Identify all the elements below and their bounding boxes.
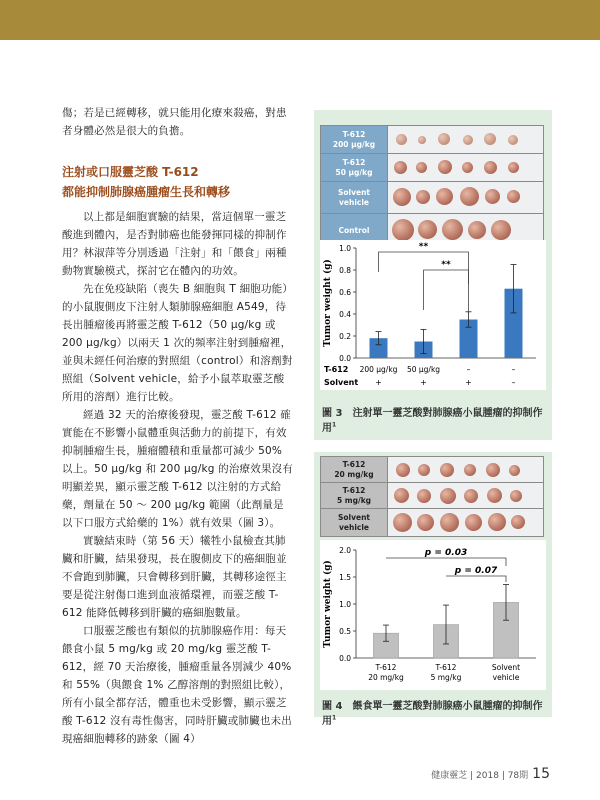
fig4-tumor-row (388, 509, 544, 537)
fig3-row-label: Control (321, 214, 388, 248)
y-tick-label: 2.0 (339, 546, 351, 555)
fig3-tumor-row (388, 126, 544, 154)
fig3-tumor-row (388, 182, 544, 214)
fig4-row-label: T-612 5 mg/kg (321, 483, 388, 509)
y-tick-label: 0.0 (339, 654, 351, 663)
y-tick-label: 1.0 (339, 600, 351, 609)
paragraph: 先在免疫缺陷（喪失 B 細胞與 T 細胞功能）的小鼠腹側皮下注射人類肺腺癌細胞 A549，待長出腫瘤後再將靈芝酸 T-612（50 μg/kg 或 200 μg/kg）以兩天 1 次的頻率注射到腫瘤裡，並與未經任何治療的對照組（control）和溶劑對照組（Solvent vehicle，給予小鼠萃取靈芝酸所用的溶劑）進行比較。 (62, 283, 294, 403)
caption-footnote: 1 (332, 714, 337, 722)
t612-row-label: T-612 (324, 365, 349, 374)
fig4-tumor-row (388, 483, 544, 509)
x-category-label: T-612 (375, 663, 397, 672)
figure-4-photo-grid (320, 456, 544, 537)
paragraph: 口服靈芝酸也有類似的抗肺腺癌作用：每天餵食小鼠 5 mg/kg 或 20 mg/kg 靈芝酸 T-612，經 70 天治療後，腫瘤重量各別減少 40% 和 55%（與餵食 1% 乙醇溶劑的對照組比較），所有小鼠全都存活，體重也未受影響，顯示靈芝酸 T-612 沒有毒性傷害，同時肝臟或肺臟也未出現癌細胞轉移的跡象（圖 4） (62, 625, 292, 745)
x-category-label: 50 μg/kg (406, 365, 441, 374)
y-axis-label: Tumor weight (g) (323, 560, 333, 648)
fig3-row-label: T-612 50 μg/kg (321, 154, 388, 182)
y-axis-label: Tumor weight (g) (323, 259, 333, 347)
paragraph: 以上都是細胞實驗的結果，當這個單一靈芝酸進到體內，是否對肺癌也能發揮同樣的抑制作用？林淑萍等分別透過「注射」和「餵食」兩種動物實驗模式，探討它在體內的功效。 (62, 211, 287, 277)
x-category-label: vehicle (492, 673, 520, 682)
header-band (0, 0, 600, 40)
x-category-label: 200 μg/kg (359, 365, 398, 374)
y-tick-label: 1.0 (339, 244, 351, 253)
caption-footnote: 1 (332, 421, 337, 429)
solvent-sign: + (465, 378, 472, 387)
caption-text: 圖 4 餵食單一靈芝酸對肺腺癌小鼠腫瘤的抑制作用 (322, 701, 543, 727)
section-title-line-2: 都能抑制肺腺癌腫瘤生長和轉移 (62, 185, 231, 199)
figure-4-caption (322, 697, 552, 727)
significance-label: p = 0.07 (454, 566, 498, 576)
solvent-sign: – (511, 378, 516, 387)
paragraph: 經過 32 天的治療後發現，靈芝酸 T-612 確實能在不影響小鼠體重與活動力的前提下，有效抑制腫瘤生長，腫瘤體積和重量都可減少 50% 以上。50 μg/kg 和 200 μg/kg 的治療效果沒有明顯差異，顯示靈芝酸 T-612 以注射的方式給藥，劑量在 50 ～ 200 μg/kg 範圍（此劑量是以下口服方式給藥的 1%）就有效果（圖 3）。 (62, 409, 294, 529)
fig3-tumor-row (388, 154, 544, 182)
x-category-label: Solvent (491, 663, 521, 672)
lead-text: 傷；若是已經轉移，就只能用化療來殺癌，對患者身體必然是很大的負擔。 (62, 107, 287, 137)
y-tick-label: 0.5 (339, 627, 351, 636)
fig4-row-label: T-612 20 mg/kg (321, 457, 388, 483)
y-tick-label: 0.0 (339, 354, 351, 363)
lead-paragraph (62, 104, 294, 140)
fig3-row-label: T-612 200 μg/kg (321, 126, 388, 154)
paragraph: 實驗結束時（第 56 天）犧牲小鼠檢查其肺臟和肝臟，結果發現，長在腹側皮下的癌細胞並不會跑到肺臟，只會轉移到肝臟，其轉移途徑主要是從注射傷口進到血液循環裡，而靈芝酸 T-612 能降低轉移到肝臟的癌細胞數量。 (62, 535, 287, 619)
x-category-label: 5 mg/kg (430, 673, 462, 682)
section-title-line-1: 注射或口服靈芝酸 T-612 (62, 165, 199, 179)
caption-text: 圖 3 注射單一靈芝酸對肺腺癌小鼠腫瘤的抑制作用 (322, 408, 543, 434)
page-number: 15 (532, 766, 550, 782)
y-tick-label: 0.4 (339, 310, 351, 319)
figure-3-caption (322, 404, 552, 434)
magazine-info: 健康靈芝 | 2018 | 78期 (431, 771, 529, 781)
x-category-label: 20 mg/kg (368, 673, 404, 682)
solvent-row-label: Solvent (324, 378, 359, 387)
fig4-row-label: Solvent vehicle (321, 509, 388, 537)
figure-3-photo-grid (320, 125, 544, 248)
y-tick-label: 0.8 (339, 266, 351, 275)
page-footer (431, 766, 550, 782)
y-tick-label: 0.6 (339, 288, 351, 297)
figure-4-bar-chart (320, 540, 546, 690)
x-category-label: T-612 (435, 663, 457, 672)
y-tick-label: 1.5 (339, 573, 351, 582)
fig3-row-label: Solvent vehicle (321, 182, 388, 214)
section-heading (62, 162, 294, 202)
x-category-label: – (466, 365, 471, 374)
article-body (62, 208, 294, 748)
x-category-label: – (511, 365, 516, 374)
significance-label: ** (441, 260, 451, 270)
significance-label: ** (418, 242, 429, 252)
figure-3-bar-chart (320, 240, 546, 390)
solvent-sign: + (420, 378, 427, 387)
fig4-tumor-row (388, 457, 544, 483)
significance-label: p = 0.03 (424, 548, 468, 558)
solvent-sign: + (375, 378, 382, 387)
y-tick-label: 0.2 (339, 332, 351, 341)
